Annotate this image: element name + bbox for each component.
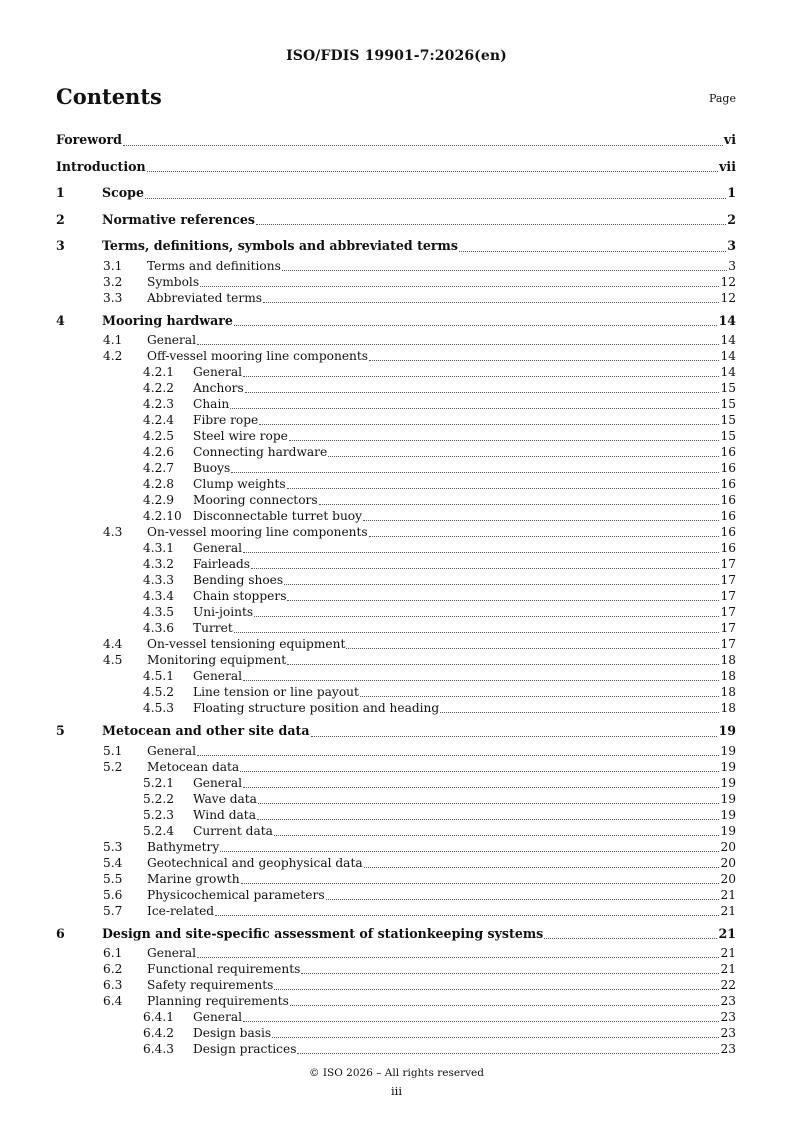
toc-entry-page: 14 — [720, 349, 736, 363]
toc-entry[interactable] — [56, 208, 736, 232]
toc-entry[interactable] — [56, 524, 736, 540]
copyright-notice: © ISO 2026 – All rights reserved — [309, 1067, 484, 1079]
toc-entry[interactable] — [56, 604, 736, 620]
dot-leader — [231, 471, 719, 473]
toc-entry-title: Bending shoes — [193, 573, 284, 587]
toc-entry[interactable] — [56, 1025, 736, 1041]
toc-entry-page: 14 — [720, 333, 736, 347]
toc-entry-number: 6.4 — [103, 994, 123, 1008]
toc-entry[interactable] — [56, 791, 736, 807]
toc-entry[interactable] — [56, 775, 736, 791]
toc-entry-title: Design and site-specific assessment of stationkeeping systems — [102, 925, 544, 941]
toc-entry[interactable] — [56, 887, 736, 903]
dot-leader — [220, 850, 719, 852]
toc-entry-number: 5.3 — [103, 839, 123, 854]
toc-entry-number: 4.2.3 — [143, 397, 175, 411]
dot-leader — [241, 882, 720, 884]
toc-entry-number: 6.4.1 — [143, 1010, 175, 1024]
toc-entry-title: General — [193, 365, 242, 379]
toc-entry-number: 5.4 — [103, 855, 123, 870]
toc-entry[interactable] — [56, 234, 736, 258]
toc-entry[interactable] — [56, 807, 736, 823]
toc-entry[interactable] — [56, 428, 736, 444]
toc-entry-title: Current data — [193, 823, 273, 838]
toc-entry[interactable] — [56, 903, 736, 919]
toc-entry-number: 4.1 — [103, 333, 123, 347]
dot-leader — [245, 391, 720, 393]
toc-entry-title: Functional requirements — [147, 962, 301, 976]
toc-entry-title: Scope — [102, 185, 144, 200]
toc-entry-page: 20 — [720, 855, 736, 870]
toc-entry-page: 16 — [720, 477, 736, 491]
toc-entry-page: 19 — [720, 823, 736, 838]
toc-entry-title: Clump weights — [193, 477, 286, 491]
toc-entry-title: Turret — [193, 621, 233, 635]
dot-leader — [123, 144, 723, 146]
toc-entry-title: Planning requirements — [147, 994, 289, 1008]
toc-entry[interactable] — [56, 993, 736, 1009]
toc-entry-number: 4.5.2 — [143, 685, 175, 699]
toc-entry-title: Monitoring equipment — [147, 653, 287, 667]
toc-entry-page: 23 — [720, 1026, 736, 1040]
toc-entry-title: General — [147, 333, 196, 347]
toc-entry-page: 19 — [718, 723, 736, 738]
toc-entry-title: Wave data — [193, 791, 257, 806]
toc-entry[interactable] — [56, 444, 736, 460]
toc-entry-page: 21 — [718, 925, 736, 941]
dot-leader — [251, 567, 719, 569]
toc-entry-number: 6.1 — [103, 946, 123, 960]
toc-entry-number: 4.2.8 — [143, 477, 175, 491]
toc-entry-number: 4.3.4 — [143, 589, 175, 603]
toc-entry-page: 23 — [720, 994, 736, 1008]
toc-entry[interactable] — [56, 588, 736, 604]
dot-leader — [369, 535, 720, 537]
toc-entry-page: 21 — [720, 946, 736, 960]
dot-leader — [290, 1004, 720, 1006]
toc-entry-page: 16 — [720, 445, 736, 459]
toc-entry-number: 5.1 — [103, 743, 123, 758]
dot-leader — [282, 269, 727, 271]
toc-entry-page: 19 — [720, 759, 736, 774]
page-number: iii — [390, 1084, 403, 1098]
toc-entry-page: 21 — [720, 887, 736, 902]
dot-leader — [363, 519, 719, 521]
toc-entry-title: Disconnectable turret buoy — [193, 509, 363, 523]
toc-entry[interactable] — [56, 684, 736, 700]
toc-entry[interactable] — [56, 258, 736, 274]
toc-entry-page: 18 — [720, 685, 736, 699]
toc-entry-number: 5.2 — [103, 759, 123, 774]
toc-entry-number: 4.2.2 — [143, 381, 175, 395]
toc-entry-number: 4.2.9 — [143, 493, 175, 507]
toc-entry-page: 1 — [727, 185, 736, 200]
toc-entry-page: 17 — [720, 589, 736, 603]
dot-leader — [287, 663, 719, 665]
toc-entry-page: 15 — [720, 381, 736, 395]
toc-entry[interactable] — [56, 274, 736, 290]
toc-entry-number: 6.3 — [103, 978, 123, 992]
dot-leader — [197, 343, 719, 345]
toc-entry-number: 4.3.1 — [143, 541, 175, 555]
toc-entry-number: 4.2.1 — [143, 365, 175, 379]
toc-entry[interactable] — [56, 380, 736, 396]
toc-entry-page: 23 — [720, 1010, 736, 1024]
toc-entry-page: 17 — [720, 621, 736, 635]
toc-entry-page: 12 — [720, 274, 736, 289]
toc-entry-page: 3 — [727, 238, 736, 253]
toc-entry-number: 3.3 — [103, 290, 123, 305]
toc-entry-title: Chain — [193, 397, 230, 411]
dot-leader — [234, 631, 720, 633]
toc-entry[interactable] — [56, 743, 736, 759]
toc-entry-title: General — [193, 1010, 242, 1024]
toc-entry-number: 5.2.3 — [143, 807, 175, 822]
toc-entry-title: Abbreviated terms — [147, 290, 263, 305]
toc-entry[interactable] — [56, 128, 736, 152]
dot-leader — [272, 1036, 719, 1038]
toc-entry-number: 5.5 — [103, 871, 123, 886]
dot-leader — [326, 898, 720, 900]
toc-entry[interactable] — [56, 181, 736, 205]
toc-entry[interactable] — [56, 977, 736, 993]
toc-entry-title: Uni-joints — [193, 605, 254, 619]
dot-leader — [197, 956, 719, 958]
dot-leader — [459, 250, 726, 252]
toc-entry-title: Design basis — [193, 1026, 272, 1040]
toc-entry-number: 4.2.4 — [143, 413, 175, 427]
toc-entry-title: Metocean data — [147, 759, 240, 774]
toc-entry-number: 4.3 — [103, 525, 123, 539]
toc-entry-title: General — [193, 775, 242, 790]
dot-leader — [284, 583, 719, 585]
toc-entry-title: Fibre rope — [193, 413, 259, 427]
toc-entry-number: 6.4.2 — [143, 1026, 175, 1040]
toc-entry-title: Geotechnical and geophysical data — [147, 855, 363, 870]
toc-entry-number: 4.5 — [103, 653, 123, 667]
toc-entry-title: Fairleads — [193, 557, 251, 571]
toc-entry-page: 12 — [720, 290, 736, 305]
dot-leader — [145, 197, 726, 199]
toc-entry-page: 16 — [720, 541, 736, 555]
toc-entry-title: Mooring hardware — [102, 312, 233, 328]
toc-entry-page: 16 — [720, 525, 736, 539]
toc-entry[interactable] — [56, 492, 736, 508]
page-column-label: Page — [708, 92, 736, 105]
toc-entry-page: 22 — [720, 978, 736, 992]
toc-entry[interactable] — [56, 155, 736, 179]
toc-entry-number: 6.2 — [103, 962, 123, 976]
toc-entry[interactable] — [56, 508, 736, 524]
toc-entry-page: 19 — [720, 807, 736, 822]
toc-entry[interactable] — [56, 348, 736, 364]
toc-entry[interactable] — [56, 759, 736, 775]
toc-entry[interactable] — [56, 839, 736, 855]
toc-entry[interactable] — [56, 572, 736, 588]
dot-leader — [289, 439, 720, 441]
toc-entry-page: 2 — [727, 211, 736, 227]
toc-entry-title: Introduction — [56, 158, 146, 174]
toc-entry-number: 5.2.4 — [143, 823, 175, 838]
toc-entry-page: 18 — [720, 701, 736, 715]
toc-entry[interactable] — [56, 309, 736, 333]
toc-entry-number: 2 — [56, 211, 65, 227]
toc-entry[interactable] — [56, 620, 736, 636]
toc-entry-page: 20 — [720, 839, 736, 854]
toc-entry-number: 4.3.6 — [143, 621, 175, 635]
toc-entry-title: Metocean and other site data — [102, 723, 310, 738]
dot-leader — [360, 695, 720, 697]
toc-entry-page: 15 — [720, 397, 736, 411]
toc-entry-number: 3.1 — [103, 258, 123, 273]
dot-leader — [243, 375, 719, 377]
toc-entry-title: Symbols — [147, 274, 200, 289]
toc-entry[interactable] — [56, 1041, 736, 1057]
toc-entry-number: 1 — [56, 185, 65, 200]
dot-leader — [259, 423, 719, 425]
toc-entry[interactable] — [56, 412, 736, 428]
toc-entry-page: 15 — [720, 429, 736, 443]
toc-entry[interactable] — [56, 961, 736, 977]
toc-entry-number: 4.3.5 — [143, 605, 175, 619]
toc-entry-page: 14 — [720, 365, 736, 379]
toc-entry-page: vi — [723, 132, 736, 147]
dot-leader — [147, 170, 718, 172]
toc-entry-title: Normative references — [102, 211, 256, 227]
toc-entry-title: Line tension or line payout — [193, 685, 359, 699]
toc-entry-title: Steel wire rope — [193, 429, 288, 443]
toc-entry[interactable] — [56, 556, 736, 572]
dot-leader — [243, 1020, 719, 1022]
toc-entry-title: Physicochemical parameters — [147, 887, 325, 902]
toc-entry-page: 18 — [720, 669, 736, 683]
dot-leader — [243, 679, 719, 681]
toc-entry-title: General — [193, 669, 242, 683]
toc-entry-number: 4.5.1 — [143, 669, 175, 683]
toc-entry[interactable] — [56, 332, 736, 348]
toc-entry-title: Buoys — [193, 461, 231, 475]
toc-entry-page: 16 — [720, 493, 736, 507]
toc-entry-number: 5.2.1 — [143, 775, 175, 790]
toc-entry-number: 4.2.5 — [143, 429, 175, 443]
toc-entry-page: 23 — [720, 1042, 736, 1056]
toc-entry-number: 6 — [56, 925, 65, 941]
toc-entry-number: 5.7 — [103, 903, 123, 918]
toc-entry-title: Connecting hardware — [193, 445, 328, 459]
dot-leader — [263, 301, 719, 303]
toc-entry-page: 20 — [720, 871, 736, 886]
toc-entry-title: Wind data — [193, 807, 256, 822]
toc-entry-page: 16 — [720, 509, 736, 523]
toc-entry-page: 16 — [720, 461, 736, 475]
toc-entry-title: General — [193, 541, 242, 555]
toc-entry[interactable] — [56, 652, 736, 668]
toc-entry[interactable] — [56, 636, 736, 652]
dot-leader — [297, 1052, 719, 1054]
toc-entry-title: Safety requirements — [147, 978, 274, 992]
table-of-contents — [56, 128, 736, 1057]
toc-entry-title: General — [147, 946, 196, 960]
dot-leader — [254, 615, 719, 617]
dot-leader — [544, 937, 717, 939]
toc-entry-number: 5 — [56, 723, 65, 738]
toc-entry-title: Anchors — [193, 381, 244, 395]
toc-entry[interactable] — [56, 719, 736, 743]
toc-entry-page: 17 — [720, 605, 736, 619]
toc-entry-number: 4.2.10 — [143, 509, 182, 523]
toc-entry-number: 4 — [56, 312, 65, 328]
toc-entry-title: Design practices — [193, 1042, 297, 1056]
toc-entry-title: Chain stoppers — [193, 589, 287, 603]
dot-leader — [301, 972, 719, 974]
toc-entry-title: Bathymetry — [147, 839, 220, 854]
toc-entry[interactable] — [56, 540, 736, 556]
toc-entry-page: 21 — [720, 903, 736, 918]
toc-entry-title: On-vessel tensioning equipment — [147, 637, 346, 651]
dot-leader — [364, 866, 720, 868]
toc-entry-page: 17 — [720, 557, 736, 571]
toc-entry[interactable] — [56, 871, 736, 887]
dot-leader — [319, 503, 720, 505]
toc-entry-page: 17 — [720, 637, 736, 651]
toc-entry-number: 4.2 — [103, 349, 123, 363]
dot-leader — [200, 285, 719, 287]
toc-entry-number: 4.2.7 — [143, 461, 175, 475]
toc-entry-title: Mooring connectors — [193, 493, 318, 507]
toc-entry[interactable] — [56, 476, 736, 492]
toc-entry-number: 4.4 — [103, 637, 123, 651]
dot-leader — [440, 711, 719, 713]
toc-entry[interactable] — [56, 855, 736, 871]
toc-entry-number: 6.4.3 — [143, 1042, 175, 1056]
toc-entry[interactable] — [56, 922, 736, 946]
document-id: ISO/FDIS 19901-7:2026(en) — [286, 48, 507, 64]
dot-leader — [243, 786, 719, 788]
toc-entry-number: 4.5.3 — [143, 701, 175, 715]
dot-leader — [328, 455, 719, 457]
toc-entry-title: General — [147, 743, 196, 758]
dot-leader — [287, 487, 720, 489]
dot-leader — [256, 223, 726, 225]
dot-leader — [257, 818, 720, 820]
toc-entry-number: 4.2.6 — [143, 445, 175, 459]
dot-leader — [234, 324, 718, 326]
toc-entry[interactable] — [56, 364, 736, 380]
toc-entry-title: Foreword — [56, 132, 122, 147]
page-title: Contents — [56, 84, 162, 109]
toc-entry-title: Ice-related — [147, 903, 215, 918]
toc-entry[interactable] — [56, 668, 736, 684]
toc-entry-page: vii — [719, 158, 736, 174]
dot-leader — [243, 551, 719, 553]
dot-leader — [346, 647, 719, 649]
toc-entry-page: 19 — [720, 775, 736, 790]
dot-leader — [274, 834, 720, 836]
dot-leader — [230, 407, 719, 409]
toc-entry[interactable] — [56, 460, 736, 476]
toc-entry-page: 19 — [720, 791, 736, 806]
toc-entry-title: Terms, definitions, symbols and abbreviated terms — [102, 238, 458, 253]
dot-leader — [369, 359, 719, 361]
toc-entry-page: 3 — [728, 258, 736, 273]
toc-entry-title: Floating structure position and heading — [193, 701, 440, 715]
toc-entry[interactable] — [56, 1009, 736, 1025]
dot-leader — [287, 599, 719, 601]
toc-entry-page: 17 — [720, 573, 736, 587]
toc-entry-number: 4.3.2 — [143, 557, 175, 571]
toc-entry-title: On-vessel mooring line components — [147, 525, 368, 539]
toc-entry-number: 5.2.2 — [143, 791, 175, 806]
toc-entry-page: 18 — [720, 653, 736, 667]
toc-entry-number: 5.6 — [103, 887, 123, 902]
toc-entry[interactable] — [56, 823, 736, 839]
dot-leader — [258, 802, 720, 804]
dot-leader — [311, 735, 718, 737]
toc-entry[interactable] — [56, 290, 736, 306]
toc-entry-page: 19 — [720, 743, 736, 758]
toc-entry-number: 3 — [56, 238, 65, 253]
dot-leader — [197, 754, 719, 756]
toc-entry-title: Terms and definitions — [147, 258, 281, 273]
toc-entry-number: 3.2 — [103, 274, 123, 289]
dot-leader — [215, 914, 719, 916]
toc-entry[interactable] — [56, 945, 736, 961]
dot-leader — [240, 770, 719, 772]
toc-entry-title: Off-vessel mooring line components — [147, 349, 369, 363]
dot-leader — [274, 988, 719, 990]
toc-entry-number: 4.3.3 — [143, 573, 175, 587]
toc-entry[interactable] — [56, 396, 736, 412]
toc-entry-title: Marine growth — [147, 871, 240, 886]
toc-entry-page: 21 — [720, 962, 736, 976]
toc-entry-page: 15 — [720, 413, 736, 427]
toc-entry[interactable] — [56, 700, 736, 716]
toc-entry-page: 14 — [718, 312, 736, 328]
